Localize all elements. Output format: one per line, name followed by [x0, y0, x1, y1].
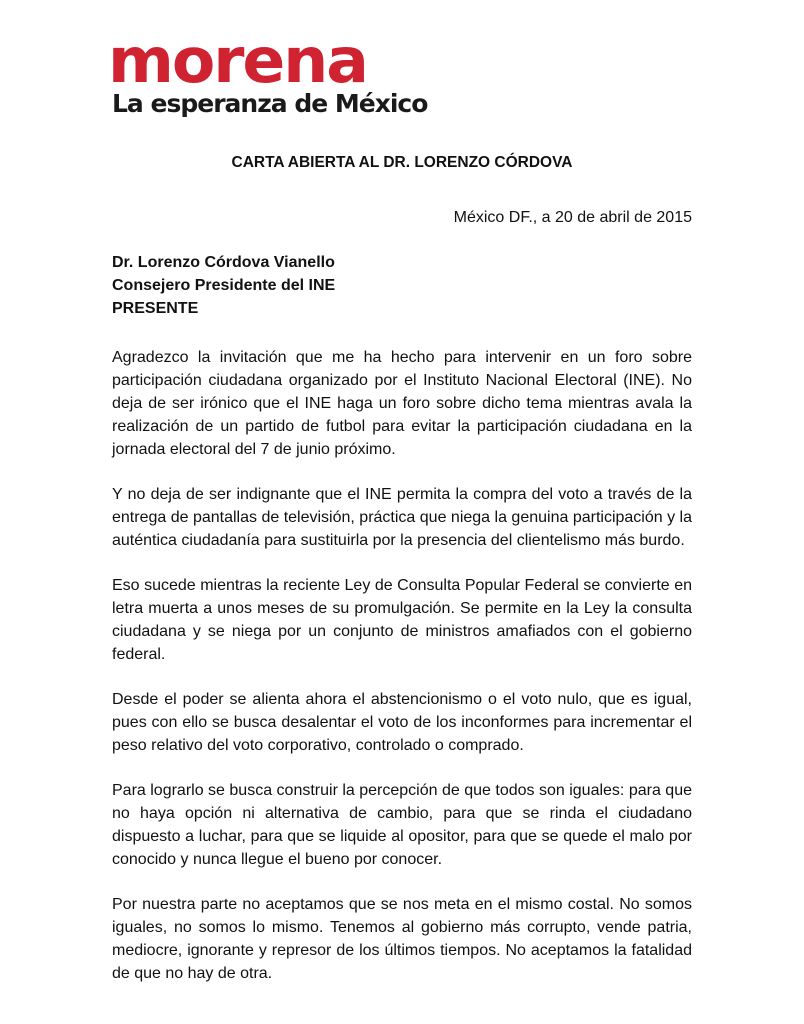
letter-body: [112, 346, 692, 1007]
paragraph: Y no deja de ser indignante que el INE permita la compra del voto a través de la entrega de pantallas de televisión, práctica que niega la genuina participación y la auténtica ciudadanía para sustituirla por la presencia del clientelismo más burdo.: [112, 486, 692, 549]
paragraph: Por nuestra parte no aceptamos que se nos meta en el mismo costal. No somos iguales, no somos lo mismo. Tenemos al gobierno más corrupto, vende patria, mediocre, ignorante y represor de los últimos tiempos. No aceptamos la fatalidad de que no hay de otra.: [112, 896, 692, 982]
addressee-block: [112, 251, 335, 320]
morena-logo: [108, 24, 428, 118]
logo-tagline: La esperanza de México: [112, 89, 428, 118]
letter-title: CARTA ABIERTA AL DR. LORENZO CÓRDOVA: [231, 154, 573, 171]
addressee-presente: PRESENTE: [112, 300, 199, 317]
paragraph: Desde el poder se alienta ahora el abstencionismo o el voto nulo, que es igual, pues con ello se busca desalentar el voto de los inconformes para incrementar el peso relativo del voto corporativo, controlado o comprado.: [112, 691, 692, 754]
logo-wordmark: morena: [108, 24, 367, 97]
letter-date: México DF., a 20 de abril de 2015: [453, 209, 692, 226]
paragraph: Para lograrlo se busca construir la percepción de que todos son iguales: para que no haya opción ni alternativa de cambio, para que se rinda el ciudadano dispuesto a luchar, para que se liquide al opositor, para que se quede el malo por conocido y nunca llegue el bueno por conocer.: [112, 782, 692, 868]
paragraph: Eso sucede mientras la reciente Ley de Consulta Popular Federal se convierte en letra muerta a unos meses de su promulgación. Se permite en la Ley la consulta ciudadana y se niega por un conjunto de ministros amafiados con el gobierno federal.: [112, 577, 692, 663]
addressee-name: Dr. Lorenzo Córdova Vianello: [112, 254, 335, 271]
addressee-position: Consejero Presidente del INE: [112, 277, 336, 294]
paragraph: Agradezco la invitación que me ha hecho para intervenir en un foro sobre participación ciudadana organizado por el Instituto Nacional Electoral (INE). No deja de ser irónico que el INE haga un foro sobre dicho tema mientras avala la realización de un partido de futbol para evitar la participación ciudadana en la jornada electoral del 7 de junio próximo.: [112, 349, 692, 458]
